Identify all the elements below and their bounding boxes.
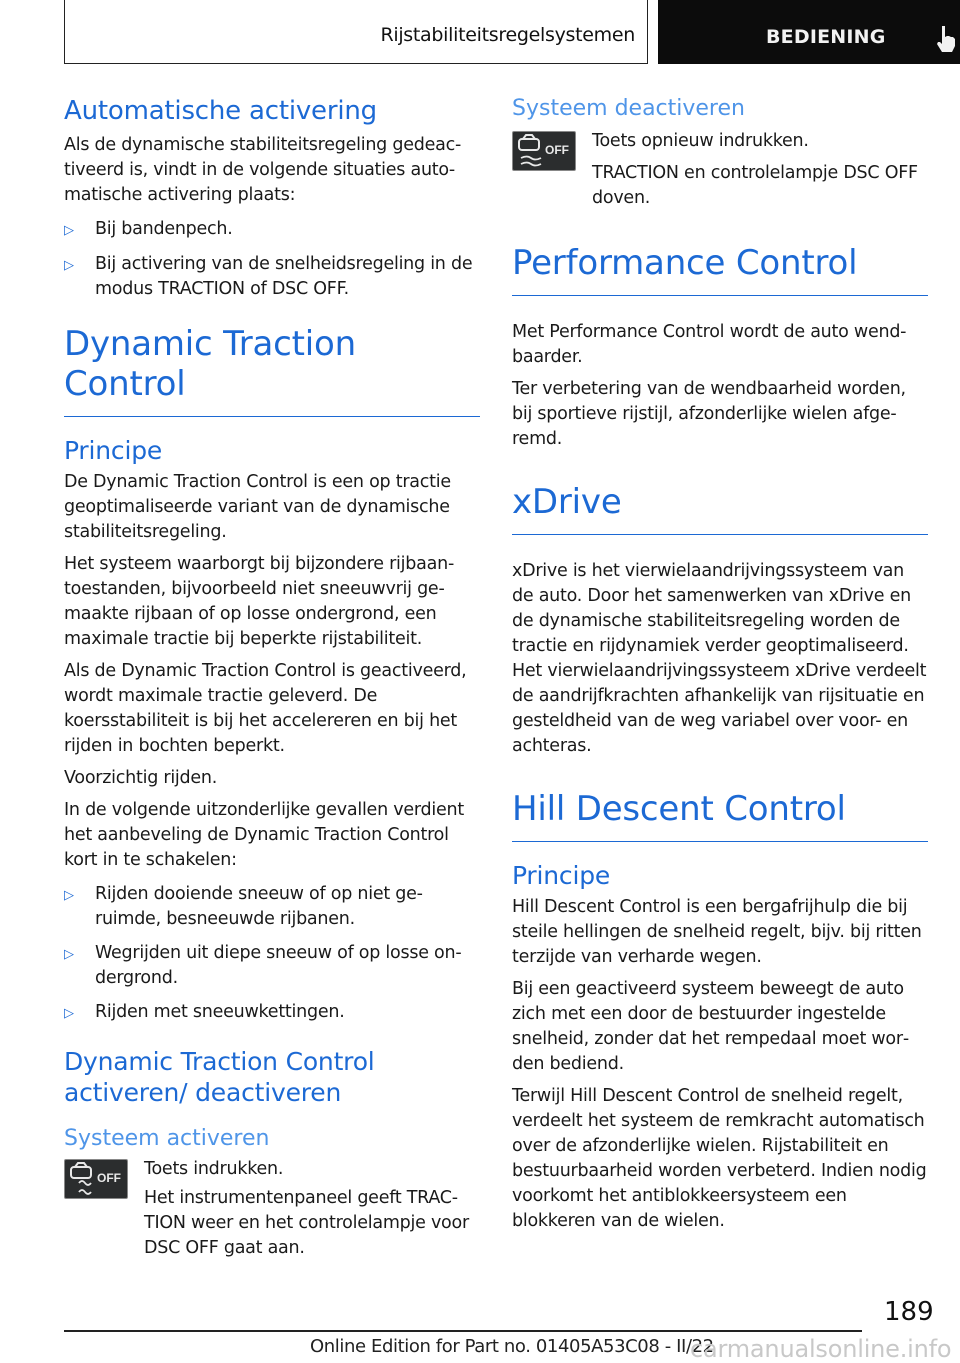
auto-activation-text: Als de dynamische stabiliteitsregeling gedeactiveerd is, vindt in de volgende situaties automatische activering plaats: bbox=[64, 135, 462, 205]
paragraph: Hill Descent Control is een bergafrijhulp die bij steile hellingen de snelheid regelt, bijv. bij ritten terzijde van verharde wegen. bbox=[512, 897, 922, 967]
svg-text:OFF: OFF bbox=[97, 1171, 121, 1185]
deactivate-instruction bbox=[512, 129, 928, 211]
activate-instruction bbox=[64, 1157, 480, 1261]
principe-heading: Principe bbox=[64, 436, 163, 465]
dtc-toggle-heading: Dynamic Traction Control activeren/ deactiveren bbox=[64, 1047, 375, 1107]
bullet-triangle-icon: ▷ bbox=[64, 258, 74, 273]
svg-text:OFF: OFF bbox=[545, 143, 569, 157]
deactivate-heading: Systeem deactiveren bbox=[512, 96, 745, 121]
right-column bbox=[512, 96, 928, 1234]
bullet-triangle-icon: ▷ bbox=[64, 888, 74, 903]
watermark: carmanualsonline.info bbox=[690, 1335, 952, 1363]
hdc-principe-heading: Principe bbox=[512, 861, 611, 890]
paragraph: Bij een geactiveerd systeem beweegt de auto zich met een door de bestuurder ingestelde snelheid, zonder dat het rempedaal moet worden bediend. bbox=[512, 979, 910, 1074]
bullet-triangle-icon: ▷ bbox=[64, 1006, 74, 1021]
bullet-triangle-icon: ▷ bbox=[64, 947, 74, 962]
car-skid-icon bbox=[513, 132, 575, 170]
left-column bbox=[64, 96, 480, 1261]
instruction-text: TRACTION en controlelampje DSC OFF doven. bbox=[592, 163, 918, 208]
header-section-box bbox=[64, 0, 648, 64]
header-chapter-box bbox=[658, 0, 960, 64]
list-item: ▷ Wegrijden uit diepe sneeuw of op losse ondergrond. bbox=[64, 941, 480, 991]
header-section-title: Rijstabiliteitsregelsystemen bbox=[380, 24, 635, 46]
list-item: ▷ Rijden dooiende sneeuw of op niet geruimde, besneeuwde rijbanen. bbox=[64, 882, 480, 932]
list-item: ▷ Rijden met sneeuwkettingen. bbox=[64, 1000, 480, 1026]
paragraph: Voorzichtig rijden. bbox=[64, 768, 218, 788]
xdrive-heading: xDrive bbox=[512, 482, 928, 535]
list-item: ▷ Bij activering van de snelheidsregeling in de modus TRACTION of DSC OFF. bbox=[64, 252, 480, 302]
activate-heading: Systeem activeren bbox=[64, 1126, 270, 1151]
performance-control-heading: Performance Control bbox=[512, 243, 928, 296]
paragraph: Het systeem waarborgt bij bijzondere rijbaantoestanden, bijvoorbeeld niet sneeuwvrij gemaakte rijbaan of op losse ondergrond, een maximale tractie bij beperkte rijstabiliteit. bbox=[64, 554, 455, 649]
instruction-text: Toets indrukken. bbox=[144, 1159, 284, 1179]
paragraph: Als de Dynamic Traction Control is geactiveerd, wordt maximale tractie geleverd. De koersstabiliteit is bij het accelereren en bij het rijden in bochten beperkt. bbox=[64, 661, 467, 756]
pointing-hand-icon bbox=[934, 24, 958, 54]
hill-descent-heading: Hill Descent Control bbox=[512, 789, 928, 842]
paragraph: De Dynamic Traction Control is een op tractie geoptimaliseerde variant van de dynamische stabiliteitsregeling. bbox=[64, 472, 451, 542]
paragraph: Met Performance Control wordt de auto wendbaarder. bbox=[512, 322, 907, 367]
paragraph: Terwijl Hill Descent Control de snelheid regelt, verdeelt het systeem de remkracht automatisch over de afzonderlijke wielen. Rijstabiliteit en bestuurbaarheid worden verbeterd. Indien nodig voorkomt het antiblokkeersysteem een blokkeren van de wielen. bbox=[512, 1086, 927, 1231]
page-number: 189 bbox=[884, 1297, 934, 1327]
bullet-triangle-icon: ▷ bbox=[64, 223, 74, 238]
dtc-heading: Dynamic Traction Control bbox=[64, 324, 480, 417]
dsc-off-button bbox=[512, 131, 576, 171]
instruction-text: Het instrumentenpaneel geeft TRACTION weer en het controlelampje voor DSC OFF gaat aan. bbox=[144, 1188, 469, 1258]
footer-divider bbox=[64, 1330, 862, 1332]
paragraph: In de volgende uitzonderlijke gevallen verdient het aanbeveling de Dynamic Traction Control kort in te schakelen: bbox=[64, 800, 464, 870]
header-chapter-title: BEDIENING bbox=[766, 26, 886, 48]
edition-info: Online Edition for Part no. 01405A53C08 - II/22 bbox=[310, 1336, 714, 1357]
auto-activation-heading: Automatische activering bbox=[64, 96, 377, 126]
paragraph: Ter verbetering van de wendbaarheid worden, bij sportieve rijstijl, afzonderlijke wielen afgeremd. bbox=[512, 379, 906, 449]
list-item: ▷ Bij bandenpech. bbox=[64, 217, 480, 243]
paragraph: xDrive is het vierwielaandrijvingssysteem van de auto. Door het samenwerken van xDrive en de dynamische stabiliteitsregeling worden de tractie en rijdynamiek verder geoptimaliseerd. Het vierwielaandrijvingssysteem xDrive verdeelt de aandrijfkrachten afhankelijk van rijsituatie en gesteldheid van de weg variabel over voor- en achteras. bbox=[512, 561, 927, 756]
instruction-text: Toets opnieuw indrukken. bbox=[592, 131, 809, 151]
